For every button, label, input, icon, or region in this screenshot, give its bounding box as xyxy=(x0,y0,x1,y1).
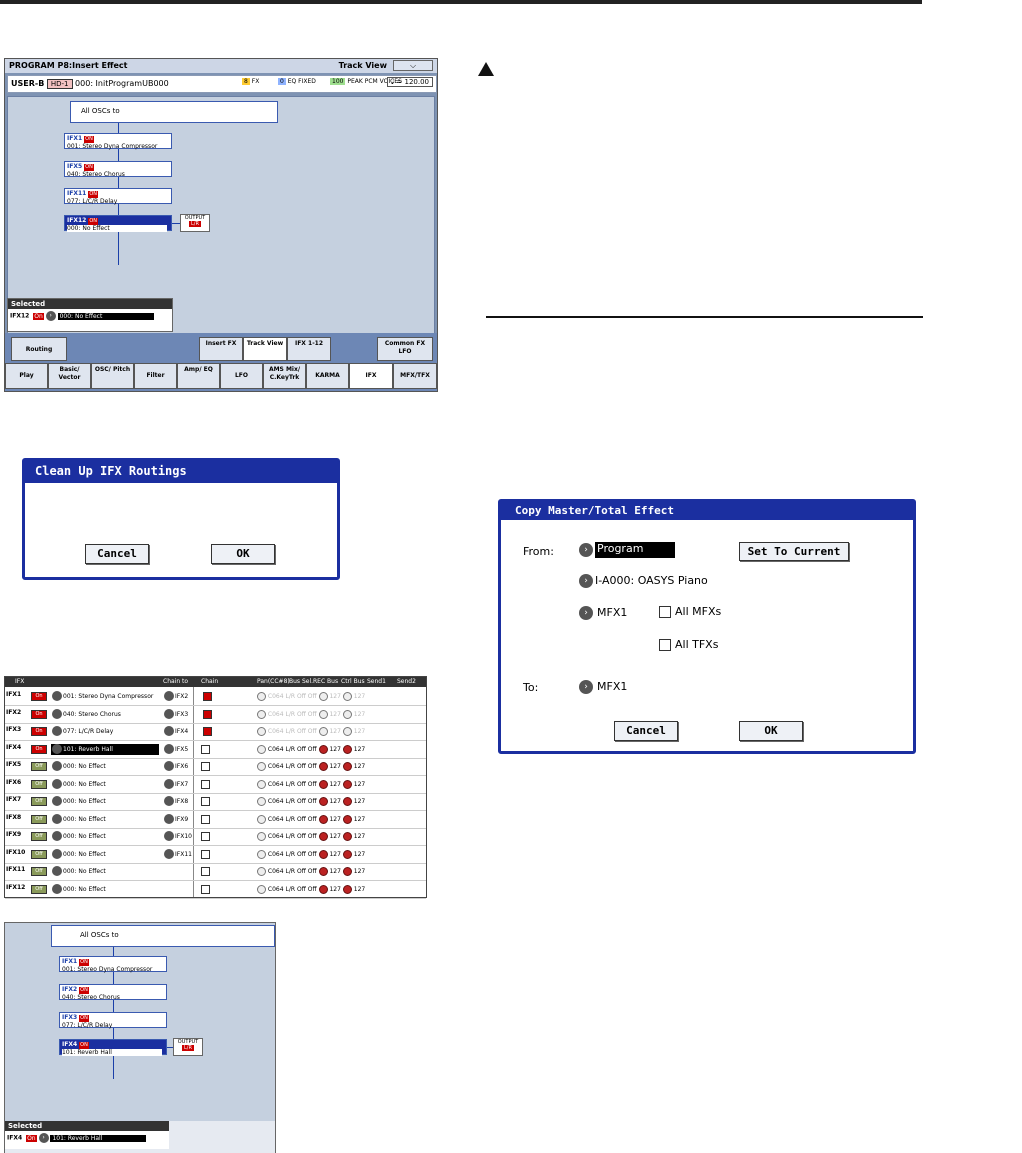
chevron-right-icon[interactable] xyxy=(52,831,62,841)
source-box: All OSCs to xyxy=(51,925,275,947)
param-values[interactable]: C064 L/R Off Off 127 127 xyxy=(257,831,365,842)
on-off-button[interactable]: Off xyxy=(31,832,47,841)
send1-knob-icon xyxy=(319,815,328,824)
ifx-label: IFX6 xyxy=(6,778,22,786)
tab-basic-vector[interactable]: Basic/ Vector xyxy=(48,363,91,389)
program-name: 000: InitProgramUB000 xyxy=(75,79,169,88)
chain-to-select[interactable]: IFX10 xyxy=(175,833,192,840)
on-off-button[interactable]: Off xyxy=(31,762,47,771)
ifx-label: IFX3 xyxy=(6,726,22,733)
to-label: To: xyxy=(523,681,539,694)
cancel-button[interactable]: Cancel xyxy=(85,544,149,564)
ifx-label: IFX9 xyxy=(6,831,22,838)
chevron-right-icon[interactable]: › xyxy=(46,311,56,321)
tab-common-fx-lfo[interactable]: Common FX LFO xyxy=(377,337,433,361)
chain-checkbox[interactable] xyxy=(201,850,210,859)
chevron-right-icon[interactable] xyxy=(52,796,62,806)
on-off-button[interactable]: Off xyxy=(31,797,47,806)
chain-checkbox[interactable] xyxy=(201,762,210,771)
dialog-title: Clean Up IFX Routings xyxy=(25,461,337,483)
selected-effect[interactable]: 101: Reverb Hall xyxy=(50,1135,146,1142)
send1-knob-icon xyxy=(319,710,328,719)
pan-knob-icon xyxy=(257,692,266,701)
send1-knob-icon xyxy=(319,797,328,806)
ifx-label: IFX12 xyxy=(6,883,26,891)
ifx-label: IFX7 xyxy=(6,796,22,803)
send2-knob-icon xyxy=(343,832,352,841)
send1-knob-icon xyxy=(319,780,328,789)
program-select[interactable]: I-A000: OASYS Piano xyxy=(595,574,708,587)
tab-ifx[interactable]: IFX xyxy=(349,363,393,389)
selected-ifx: IFX4 xyxy=(7,1134,23,1142)
selected-header: Selected xyxy=(8,299,172,309)
table-row[interactable] xyxy=(5,846,426,864)
send1-knob-icon xyxy=(319,727,328,736)
tab-ifx-1-12[interactable]: IFX 1-12 xyxy=(287,337,331,361)
tab-insert-fx[interactable]: Insert FX xyxy=(199,337,243,361)
pan-knob-icon xyxy=(257,885,266,894)
hd-tag: HD-1 xyxy=(47,79,73,89)
param-values[interactable]: C064 L/R Off Off 127 127 xyxy=(257,849,365,860)
mfx-select[interactable]: MFX1 xyxy=(597,606,628,619)
chain-to-select[interactable]: IFX4 xyxy=(175,728,189,735)
section-rule xyxy=(486,316,923,318)
chain-to-select[interactable]: IFX6 xyxy=(175,763,189,770)
chevron-right-icon[interactable]: › xyxy=(39,1133,49,1143)
effect-select[interactable]: 000: No Effect xyxy=(63,763,106,770)
chain-to-select[interactable]: IFX2 xyxy=(175,693,189,700)
effect-select[interactable]: 000: No Effect xyxy=(63,885,106,893)
source-label: All OSCs to xyxy=(81,107,120,115)
chain-checkbox[interactable] xyxy=(201,885,210,894)
chain-to-select[interactable]: IFX9 xyxy=(175,815,189,823)
effect-select[interactable]: 000: No Effect xyxy=(63,780,106,788)
ifx-label: IFX10 xyxy=(6,848,26,856)
chevron-down-icon: ⌵ xyxy=(409,61,417,70)
chevron-right-icon[interactable] xyxy=(52,779,62,789)
selected-effect[interactable]: 000: No Effect xyxy=(58,313,154,320)
chevron-right-icon[interactable] xyxy=(52,726,62,736)
pan-knob-icon xyxy=(257,727,266,736)
set-to-current-button[interactable]: Set To Current xyxy=(739,542,849,561)
param-values[interactable]: C064 L/R Off Off 127 127 xyxy=(257,709,365,720)
table-row[interactable] xyxy=(5,793,426,811)
table-row[interactable] xyxy=(5,688,426,706)
chain-checkbox[interactable] xyxy=(201,815,210,824)
param-values[interactable]: C064 L/R Off Off 127 127 xyxy=(257,884,365,895)
send2-knob-icon xyxy=(343,762,352,771)
table-row[interactable] xyxy=(5,758,426,776)
on-off-button[interactable]: On xyxy=(31,710,47,719)
from-label: From: xyxy=(523,545,554,558)
voice-meter: 100 PEAK PCM VOICES xyxy=(332,78,402,85)
chevron-right-icon[interactable]: › xyxy=(579,606,593,620)
chain-box-2[interactable]: IFX5 ON 040: Stereo Chorus xyxy=(64,161,172,177)
tab-filter[interactable]: Filter xyxy=(134,363,177,389)
on-off-button[interactable]: On xyxy=(31,727,47,736)
param-values[interactable]: C064 L/R Off Off 127 127 xyxy=(257,866,365,877)
pan-knob-icon xyxy=(257,850,266,859)
ok-button[interactable]: OK xyxy=(211,544,275,564)
pan-knob-icon xyxy=(257,745,266,754)
chain-to-select[interactable]: IFX5 xyxy=(175,745,189,753)
on-off-button[interactable]: Off xyxy=(31,885,47,894)
track-view-result xyxy=(4,922,276,1153)
on-off-button[interactable]: Off xyxy=(31,815,47,824)
output-box: OUTPUT L/R xyxy=(180,214,210,232)
tab-karma[interactable]: KARMA xyxy=(306,363,349,389)
chain-checkbox[interactable] xyxy=(201,745,210,754)
view-label: Track View xyxy=(338,61,387,70)
to-select[interactable]: MFX1 xyxy=(597,680,628,693)
ifx-label: IFX4 xyxy=(6,743,22,751)
chain-box-1[interactable]: IFX1 ON 001: Stereo Dyna Compressor xyxy=(59,956,167,972)
caution-icon xyxy=(478,62,494,76)
selected-ifx: IFX12 xyxy=(10,312,30,320)
send1-knob-icon xyxy=(319,762,328,771)
program-row[interactable] xyxy=(7,75,437,93)
chevron-right-icon[interactable] xyxy=(52,884,62,894)
effect-select[interactable]: 001: Stereo Dyna Compressor xyxy=(63,693,154,700)
effect-select[interactable]: 000: No Effect xyxy=(63,815,106,823)
ifx-label: IFX5 xyxy=(6,761,22,768)
param-values[interactable]: C064 L/R Off Off 127 127 xyxy=(257,796,365,807)
chevron-right-icon[interactable] xyxy=(52,849,62,859)
table-row[interactable] xyxy=(5,863,426,881)
fx-meter: 8 FX xyxy=(244,78,260,85)
chevron-right-icon[interactable]: › xyxy=(579,680,593,694)
effect-select[interactable]: 000: No Effect xyxy=(63,868,106,875)
pan-knob-icon xyxy=(257,710,266,719)
chain-checkbox[interactable] xyxy=(203,727,212,736)
ok-button[interactable]: OK xyxy=(739,721,803,741)
chevron-right-icon[interactable] xyxy=(52,761,62,771)
pan-knob-icon xyxy=(257,815,266,824)
table-row[interactable] xyxy=(5,881,426,899)
chevron-right-icon[interactable] xyxy=(52,744,62,754)
selected-panel xyxy=(5,1121,275,1153)
effect-select[interactable]: 077: L/C/R Delay xyxy=(63,728,114,735)
send2-knob-icon xyxy=(343,885,352,894)
on-off-button[interactable]: Off xyxy=(31,780,47,789)
param-values[interactable]: C064 L/R Off Off 127 127 xyxy=(257,761,365,772)
copy-effect-dialog xyxy=(498,499,916,754)
chain-box-3[interactable]: IFX11 ON 077: L/C/R Delay xyxy=(64,188,172,204)
tab-lfo[interactable]: LFO xyxy=(220,363,263,389)
send2-knob-icon xyxy=(343,710,352,719)
send2-knob-icon xyxy=(343,745,352,754)
cancel-button[interactable]: Cancel xyxy=(614,721,678,741)
ifx-label: IFX2 xyxy=(6,708,22,716)
chevron-right-icon[interactable] xyxy=(52,866,62,876)
pan-knob-icon xyxy=(257,797,266,806)
table-row[interactable] xyxy=(5,811,426,829)
bank-label: USER-B xyxy=(11,79,45,88)
on-off-button[interactable]: Off xyxy=(31,850,47,859)
chain-checkbox[interactable] xyxy=(203,710,212,719)
pan-knob-icon xyxy=(257,867,266,876)
view-select-button[interactable] xyxy=(393,60,433,71)
effect-select[interactable]: 000: No Effect xyxy=(63,850,106,858)
chain-box-4-selected[interactable]: IFX4 ON 101: Reverb Hall xyxy=(59,1039,167,1055)
table-row[interactable] xyxy=(5,776,426,794)
tempo-field[interactable]: ♩ = 120.00 xyxy=(387,77,433,87)
send2-knob-icon xyxy=(343,727,352,736)
tab-track-view[interactable]: Track View xyxy=(243,337,287,361)
chain-to-select[interactable]: IFX8 xyxy=(175,798,189,805)
table-header: IFX Chain to Chain Pan(CC#8) Bus Sel. REC Bus Ctrl Bus Send1 Send2 xyxy=(5,677,426,687)
send1-knob-icon xyxy=(319,885,328,894)
tab-osc-pitch[interactable]: OSC/ Pitch xyxy=(91,363,134,389)
send1-knob-icon xyxy=(319,850,328,859)
chevron-right-icon[interactable] xyxy=(52,709,62,719)
param-values[interactable]: C064 L/R Off Off 127 127 xyxy=(257,744,365,755)
dialog-title: Copy Master/Total Effect xyxy=(501,502,913,520)
send2-knob-icon xyxy=(343,780,352,789)
send2-knob-icon xyxy=(343,850,352,859)
from-select[interactable]: Program xyxy=(595,542,675,558)
table-row[interactable] xyxy=(5,741,426,759)
eq-meter: 0 EQ FIXED xyxy=(280,78,316,85)
chevron-right-icon[interactable] xyxy=(52,691,62,701)
tab-play[interactable]: Play xyxy=(5,363,48,389)
selected-on-badge[interactable]: On xyxy=(34,312,43,320)
param-values[interactable]: C064 L/R Off Off 127 127 xyxy=(257,779,365,790)
track-view-screen xyxy=(4,58,438,392)
on-off-button[interactable]: On xyxy=(31,745,47,754)
on-off-button[interactable]: Off xyxy=(31,867,47,876)
effect-select[interactable]: 000: No Effect xyxy=(63,833,106,840)
output-box: OUTPUT L/R xyxy=(173,1038,203,1056)
param-values[interactable]: C064 L/R Off Off 127 127 xyxy=(257,726,365,737)
chain-to-select[interactable]: IFX3 xyxy=(175,710,189,718)
ifx-table xyxy=(4,676,427,898)
selected-header: Selected xyxy=(5,1121,169,1131)
page-header-rule xyxy=(0,0,922,4)
chain-box-4-selected[interactable]: IFX12 ON 000: No Effect xyxy=(64,215,172,231)
pan-knob-icon xyxy=(257,780,266,789)
all-mfx-checkbox[interactable]: All MFXs xyxy=(659,605,721,618)
send2-knob-icon xyxy=(343,797,352,806)
chain-box-2[interactable]: IFX2 ON 040: Stereo Chorus xyxy=(59,984,167,1000)
chain-checkbox[interactable] xyxy=(201,797,210,806)
screen-title-text: PROGRAM P8:Insert Effect xyxy=(9,61,128,70)
send2-knob-icon xyxy=(343,692,352,701)
chain-checkbox[interactable] xyxy=(203,692,212,701)
send2-knob-icon xyxy=(343,867,352,876)
chevron-right-icon[interactable] xyxy=(52,814,62,824)
effect-select[interactable]: 040: Stereo Chorus xyxy=(63,710,121,718)
selected-on-badge[interactable]: On xyxy=(27,1134,36,1142)
send1-knob-icon xyxy=(319,745,328,754)
tab-ams-mix[interactable]: AMS Mix/ C.KeyTrk xyxy=(263,363,306,389)
effect-select[interactable]: 101: Reverb Hall xyxy=(51,744,159,755)
tab-mfx-tfx[interactable]: MFX/TFX xyxy=(393,363,437,389)
chain-checkbox[interactable] xyxy=(201,780,210,789)
chevron-right-icon[interactable]: › xyxy=(579,543,593,557)
table-row[interactable] xyxy=(5,723,426,741)
chain-checkbox[interactable] xyxy=(201,867,210,876)
param-values[interactable]: C064 L/R Off Off 127 127 xyxy=(257,691,365,702)
send1-knob-icon xyxy=(319,867,328,876)
param-values[interactable]: C064 L/R Off Off 127 127 xyxy=(257,814,365,825)
table-row[interactable] xyxy=(5,706,426,724)
all-tfx-checkbox[interactable]: All TFXs xyxy=(659,638,718,651)
on-off-button[interactable]: On xyxy=(31,692,47,701)
selected-panel xyxy=(7,298,173,332)
chain-to-select[interactable]: IFX7 xyxy=(175,780,189,788)
chain-box-3[interactable]: IFX3 ON 077: L/C/R Delay xyxy=(59,1012,167,1028)
chain-box-1[interactable]: IFX1 ON 001: Stereo Dyna Compressor xyxy=(64,133,172,149)
clean-up-dialog xyxy=(22,458,340,580)
send1-knob-icon xyxy=(319,692,328,701)
effect-select[interactable]: 000: No Effect xyxy=(63,798,106,805)
pan-knob-icon xyxy=(257,832,266,841)
send1-knob-icon xyxy=(319,832,328,841)
table-row[interactable] xyxy=(5,828,426,846)
tab-amp-eq[interactable]: Amp/ EQ xyxy=(177,363,220,389)
tab-routing[interactable]: Routing xyxy=(11,337,67,361)
source-box xyxy=(70,101,278,123)
ifx-label: IFX1 xyxy=(6,691,22,698)
pan-knob-icon xyxy=(257,762,266,771)
chain-checkbox[interactable] xyxy=(201,832,210,841)
tab-bar xyxy=(5,333,437,391)
ifx-label: IFX11 xyxy=(6,866,26,873)
send2-knob-icon xyxy=(343,815,352,824)
ifx-label: IFX8 xyxy=(6,813,22,821)
chevron-right-icon[interactable]: › xyxy=(579,574,593,588)
chain-to-select[interactable]: IFX11 xyxy=(175,850,192,858)
